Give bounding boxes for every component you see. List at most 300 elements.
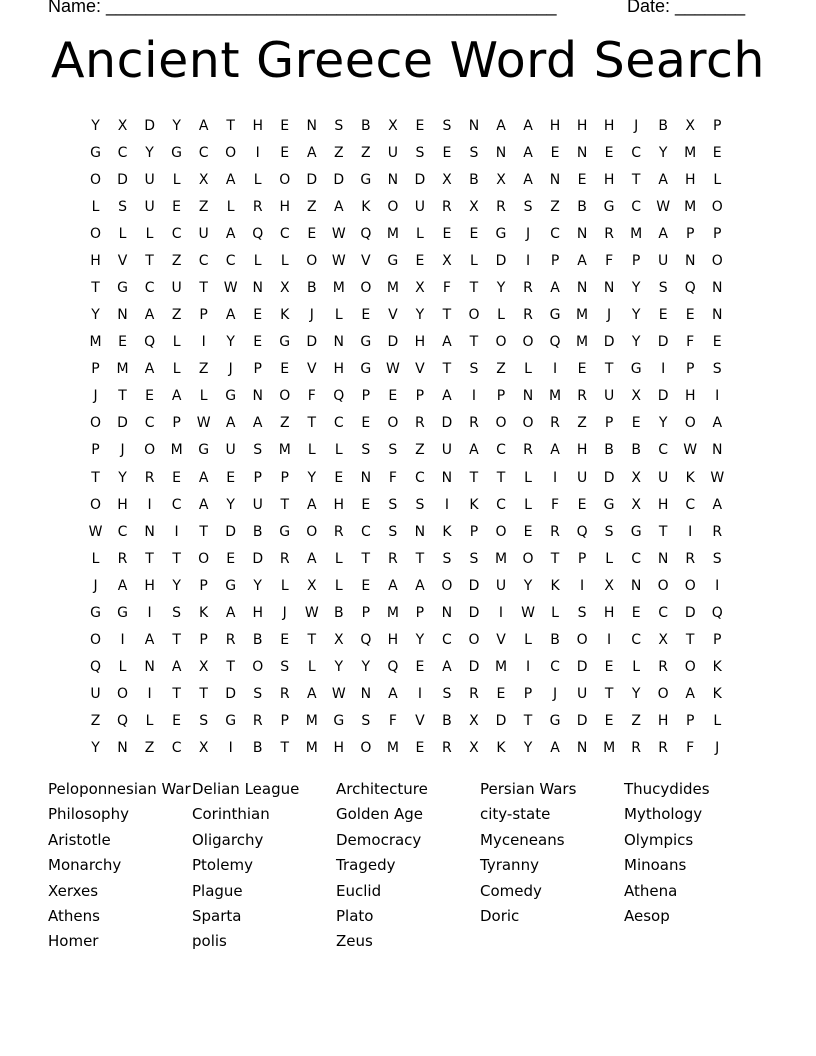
grid-letter: I — [552, 361, 558, 378]
grid-letter: E — [280, 144, 290, 161]
grid-letter: C — [631, 632, 642, 649]
grid-letter: Z — [415, 442, 425, 459]
grid-letter: K — [712, 686, 722, 703]
grid-letter: Q — [117, 713, 129, 730]
grid-letter: O — [279, 171, 291, 188]
word-list-item: Thucydides — [624, 780, 710, 798]
grid-letter: V — [117, 252, 128, 269]
grid-letter: G — [90, 604, 101, 621]
grid-letter: P — [172, 415, 181, 432]
word-list-item: Corinthian — [192, 805, 270, 824]
grid-letter: L — [334, 550, 343, 567]
grid-letter: B — [577, 198, 587, 215]
grid-letter: C — [198, 144, 209, 161]
grid-letter: P — [523, 686, 533, 703]
grid-letter: P — [91, 442, 100, 459]
grid-letter: Y — [172, 577, 181, 594]
grid-letter: R — [387, 550, 398, 567]
grid-letter: E — [280, 632, 290, 649]
grid-letter: D — [468, 577, 480, 594]
grid-letter: N — [252, 280, 263, 296]
word-list-item: Xerxes — [48, 881, 99, 900]
grid-letter: S — [361, 713, 371, 730]
word-list-item: Philosophy — [48, 805, 129, 824]
grid-letter: I — [228, 740, 233, 757]
grid-letter: X — [415, 280, 425, 296]
grid-letter: L — [226, 198, 235, 215]
grid-letter: O — [522, 415, 534, 432]
grid-letter: H — [252, 117, 263, 134]
grid-letter: O — [144, 442, 156, 459]
grid-letter: P — [550, 252, 560, 269]
grid-letter: R — [550, 523, 560, 540]
grid-letter: Z — [496, 361, 506, 378]
grid-letter: G — [279, 334, 291, 351]
grid-letter: D — [414, 171, 426, 188]
grid-letter: T — [469, 280, 479, 296]
grid-letter: G — [360, 334, 372, 351]
grid-letter: X — [198, 740, 209, 757]
word-list-item: Oligarchy — [192, 830, 264, 849]
grid-letter: E — [577, 171, 587, 188]
grid-letter: G — [603, 198, 615, 215]
letter-grid — [82, 112, 731, 762]
grid-letter: T — [550, 550, 560, 567]
grid-letter: E — [280, 361, 290, 378]
grid-letter: M — [386, 740, 399, 757]
grid-letter: E — [631, 604, 641, 621]
grid-letter: Z — [279, 415, 290, 432]
grid-letter: Z — [171, 252, 182, 269]
grid-letter: T — [604, 361, 614, 378]
grid-letter: L — [713, 713, 722, 730]
grid-letter: G — [360, 171, 372, 188]
grid-letter: R — [523, 442, 533, 459]
grid-letter: I — [498, 604, 504, 621]
grid-letter: N — [657, 550, 669, 567]
grid-letter: H — [657, 713, 669, 730]
grid-letter: B — [469, 171, 479, 188]
grid-letter: H — [333, 496, 345, 513]
grid-letter: I — [417, 686, 422, 703]
grid-letter: N — [441, 604, 453, 621]
grid-letter: A — [577, 252, 587, 269]
grid-letter: E — [307, 225, 317, 242]
grid-letter: E — [226, 550, 236, 567]
grid-letter: S — [118, 198, 127, 215]
grid-letter: L — [632, 659, 641, 676]
grid-letter: E — [631, 415, 641, 432]
grid-letter: W — [385, 361, 400, 378]
grid-letter: T — [91, 280, 100, 296]
grid-letter: A — [496, 117, 506, 134]
grid-letter: H — [576, 442, 588, 459]
grid-letter: R — [469, 415, 479, 432]
grid-letter: N — [252, 388, 263, 405]
grid-letter: H — [144, 577, 155, 594]
grid-letter: A — [442, 659, 452, 676]
grid-letter: O — [306, 523, 318, 540]
grid-letter: S — [280, 659, 290, 676]
grid-letter: X — [469, 740, 479, 757]
grid-letter: Z — [631, 713, 641, 730]
grid-letter: X — [306, 577, 317, 594]
grid-letter: X — [442, 252, 452, 269]
grid-letter: W — [710, 469, 725, 486]
grid-letter: E — [604, 713, 614, 730]
grid-letter: M — [170, 442, 183, 459]
grid-letter: U — [603, 388, 615, 405]
grid-letter: D — [225, 523, 237, 540]
grid-letter: E — [577, 361, 587, 378]
grid-letter: D — [603, 469, 615, 486]
grid-letter: A — [388, 577, 398, 594]
grid-letter: K — [199, 604, 209, 621]
grid-letter: U — [144, 171, 155, 188]
grid-letter: A — [306, 144, 317, 161]
grid-letter: K — [712, 659, 722, 676]
grid-letter: Y — [226, 334, 235, 351]
grid-letter: A — [144, 632, 155, 649]
grid-letter: S — [442, 117, 452, 134]
grid-letter: E — [577, 496, 587, 513]
grid-letter: B — [361, 117, 371, 134]
grid-letter: F — [686, 334, 695, 351]
grid-letter: A — [415, 577, 425, 594]
grid-letter: S — [712, 361, 722, 378]
grid-letter: A — [334, 198, 344, 215]
grid-letter: K — [280, 307, 290, 324]
grid-letter: M — [386, 225, 399, 242]
grid-letter: H — [414, 334, 426, 351]
grid-letter: C — [117, 144, 128, 161]
grid-letter: T — [226, 659, 235, 676]
grid-letter: U — [171, 280, 182, 296]
grid-letter: H — [117, 496, 128, 513]
grid-letter: M — [684, 144, 697, 161]
grid-letter: G — [198, 442, 210, 459]
grid-letter: Y — [361, 659, 371, 676]
grid-letter: M — [630, 225, 643, 242]
grid-letter: B — [631, 442, 641, 459]
grid-letter: L — [91, 198, 100, 215]
grid-letter: E — [172, 198, 182, 215]
grid-letter: H — [603, 117, 615, 134]
grid-letter: M — [576, 334, 589, 351]
grid-letter: G — [279, 523, 291, 540]
grid-letter: B — [658, 117, 668, 134]
grid-letter: H — [684, 388, 696, 405]
grid-letter: I — [120, 632, 125, 649]
grid-letter: L — [145, 713, 154, 730]
grid-letter: U — [576, 686, 588, 703]
grid-letter: O — [522, 550, 534, 567]
grid-letter: R — [333, 523, 344, 540]
grid-letter: N — [684, 252, 696, 269]
grid-letter: D — [117, 171, 128, 188]
grid-letter: O — [522, 334, 534, 351]
grid-letter: Y — [91, 117, 100, 134]
grid-letter: N — [576, 144, 588, 161]
grid-letter: C — [171, 496, 182, 513]
grid-letter: D — [576, 713, 588, 730]
grid-letter: N — [117, 740, 128, 757]
grid-letter: C — [279, 225, 290, 242]
grid-letter: U — [414, 198, 426, 215]
grid-letter: A — [225, 225, 236, 242]
grid-letter: P — [685, 361, 695, 378]
grid-letter: O — [495, 415, 507, 432]
grid-letter: X — [685, 117, 695, 134]
grid-letter: C — [631, 198, 642, 215]
grid-letter: L — [307, 659, 316, 676]
grid-letter: U — [387, 144, 398, 161]
grid-letter: I — [688, 523, 693, 540]
grid-letter: O — [198, 550, 210, 567]
grid-letter: I — [580, 577, 585, 594]
word-list-item: Aesop — [624, 906, 670, 925]
grid-letter: C — [171, 740, 182, 757]
word-list-item: Peloponnesian War — [48, 780, 191, 798]
grid-letter: H — [576, 117, 588, 134]
grid-letter: T — [172, 550, 181, 567]
grid-letter: O — [306, 252, 318, 269]
grid-letter: T — [280, 740, 290, 757]
grid-letter: U — [658, 252, 669, 269]
grid-letter: N — [549, 171, 561, 188]
grid-letter: L — [280, 577, 289, 594]
grid-letter: L — [713, 171, 722, 188]
grid-letter: Y — [631, 334, 641, 351]
grid-letter: O — [387, 415, 399, 432]
grid-letter: Z — [550, 198, 560, 215]
grid-letter: G — [225, 713, 237, 730]
grid-letter: A — [198, 469, 209, 486]
grid-letter: M — [549, 388, 562, 405]
grid-letter: L — [524, 496, 532, 513]
word-list-item: Olympics — [624, 830, 694, 849]
grid-letter: O — [711, 252, 723, 269]
grid-letter: W — [223, 280, 238, 296]
grid-letter: S — [199, 713, 209, 730]
grid-letter: Y — [523, 740, 533, 757]
grid-letter: R — [685, 550, 696, 567]
grid-letter: I — [525, 659, 531, 676]
grid-letter: B — [306, 280, 317, 296]
grid-letter: V — [415, 713, 425, 730]
grid-letter: Y — [631, 686, 641, 703]
grid-letter: S — [658, 280, 668, 296]
grid-letter: R — [577, 388, 587, 405]
grid-letter: A — [712, 496, 723, 513]
grid-letter: T — [469, 469, 479, 486]
grid-letter: C — [658, 604, 669, 621]
grid-letter: R — [117, 550, 128, 567]
word-list-item: Delian League — [192, 780, 300, 798]
grid-letter: L — [172, 334, 181, 351]
grid-letter: O — [90, 171, 102, 188]
grid-letter: B — [442, 713, 452, 730]
grid-letter: A — [550, 740, 560, 757]
grid-letter: K — [550, 577, 560, 594]
grid-letter: L — [307, 442, 316, 459]
grid-letter: H — [549, 117, 561, 134]
grid-letter: N — [711, 307, 723, 324]
grid-letter: A — [198, 496, 209, 513]
grid-letter: O — [468, 307, 480, 324]
grid-letter: H — [603, 171, 615, 188]
grid-letter: B — [333, 604, 344, 621]
grid-letter: O — [495, 523, 507, 540]
grid-letter: T — [685, 632, 695, 649]
grid-letter: J — [715, 740, 720, 757]
grid-letter: M — [603, 740, 616, 757]
grid-letter: G — [549, 307, 561, 324]
grid-letter: A — [225, 171, 236, 188]
grid-letter: Q — [333, 388, 345, 405]
grid-letter: Y — [631, 307, 641, 324]
grid-letter: L — [253, 171, 262, 188]
word-list-item: Sparta — [192, 906, 242, 925]
grid-letter: U — [225, 442, 236, 459]
grid-letter: A — [523, 117, 533, 134]
grid-letter: A — [171, 659, 182, 676]
grid-letter: I — [444, 496, 449, 513]
grid-letter: E — [118, 334, 127, 351]
grid-letter: K — [496, 740, 506, 757]
grid-letter: M — [576, 307, 589, 324]
grid-letter: S — [415, 144, 425, 161]
grid-letter: F — [307, 388, 316, 405]
grid-letter: L — [605, 550, 614, 567]
grid-letter: N — [576, 740, 588, 757]
grid-letter: P — [713, 225, 722, 242]
grid-letter: V — [388, 307, 398, 324]
grid-letter: G — [225, 388, 237, 405]
grid-letter: P — [415, 604, 425, 621]
grid-letter: E — [253, 307, 263, 324]
grid-letter: S — [469, 361, 479, 378]
grid-letter: R — [442, 740, 452, 757]
grid-letter: W — [656, 198, 671, 215]
grid-letter: C — [550, 225, 560, 242]
grid-letter: E — [280, 117, 290, 134]
grid-letter: Y — [415, 307, 425, 324]
grid-letter: I — [201, 334, 206, 351]
grid-letter: R — [225, 632, 236, 649]
grid-letter: P — [253, 361, 262, 378]
grid-letter: A — [550, 442, 560, 459]
grid-letter: N — [468, 117, 480, 134]
grid-letter: G — [360, 361, 372, 378]
grid-letter: E — [469, 225, 479, 242]
grid-letter: D — [306, 334, 318, 351]
grid-letter: N — [441, 469, 453, 486]
grid-letter: X — [604, 577, 614, 594]
grid-letter: M — [305, 740, 318, 757]
grid-letter: T — [631, 171, 641, 188]
grid-letter: D — [468, 604, 480, 621]
grid-letter: N — [576, 280, 588, 296]
grid-letter: M — [89, 334, 102, 351]
grid-letter: I — [715, 388, 720, 405]
grid-letter: L — [334, 577, 343, 594]
grid-letter: B — [252, 632, 263, 649]
grid-letter: T — [226, 117, 235, 134]
grid-letter: V — [415, 361, 425, 378]
grid-letter: D — [252, 550, 264, 567]
word-list-item: Athena — [624, 881, 678, 900]
grid-letter: R — [631, 740, 641, 757]
grid-letter: P — [361, 604, 371, 621]
grid-letter: O — [441, 577, 453, 594]
grid-letter: Y — [631, 280, 641, 296]
grid-letter: I — [715, 577, 720, 594]
grid-letter: R — [252, 713, 263, 730]
grid-letter: A — [523, 144, 533, 161]
grid-letter: P — [199, 307, 208, 324]
grid-letter: T — [523, 713, 533, 730]
grid-letter: T — [496, 469, 506, 486]
grid-letter: N — [603, 280, 615, 296]
grid-letter: M — [386, 604, 399, 621]
grid-letter: L — [334, 442, 343, 459]
grid-letter: Q — [711, 604, 723, 621]
grid-letter: O — [225, 144, 237, 161]
grid-letter: E — [334, 469, 344, 486]
grid-letter: P — [361, 388, 371, 405]
grid-letter: T — [604, 686, 614, 703]
grid-letter: P — [199, 632, 208, 649]
grid-letter: E — [658, 307, 668, 324]
grid-letter: W — [88, 523, 103, 540]
grid-letter: C — [496, 496, 506, 513]
grid-letter: O — [90, 415, 102, 432]
grid-letter: D — [684, 604, 696, 621]
grid-letter: D — [657, 334, 669, 351]
word-list-item — [624, 930, 768, 955]
grid-letter: J — [525, 225, 531, 242]
grid-letter: Y — [658, 415, 668, 432]
grid-letter: F — [686, 740, 695, 757]
grid-letter: L — [172, 361, 181, 378]
grid-letter: H — [333, 361, 345, 378]
grid-letter: S — [712, 550, 722, 567]
grid-letter: O — [252, 659, 264, 676]
grid-letter: T — [307, 632, 317, 649]
grid-letter: O — [468, 632, 480, 649]
grid-letter: S — [442, 550, 452, 567]
grid-letter: A — [306, 550, 317, 567]
grid-letter: O — [711, 198, 723, 215]
grid-letter: E — [712, 144, 722, 161]
grid-letter: A — [306, 686, 317, 703]
grid-letter: S — [523, 198, 533, 215]
grid-letter: G — [171, 144, 183, 161]
word-list-item: Democracy — [336, 830, 422, 849]
grid-letter: N — [387, 171, 399, 188]
grid-letter: L — [253, 252, 262, 269]
grid-letter: I — [174, 523, 179, 540]
grid-letter: L — [91, 550, 100, 567]
grid-letter: Y — [523, 577, 533, 594]
grid-letter: U — [252, 496, 263, 513]
grid-letter: X — [279, 280, 290, 296]
grid-letter: O — [90, 632, 102, 649]
word-list-item: Minoans — [624, 856, 687, 875]
date-field-label: Date: _______ — [627, 0, 746, 16]
grid-letter: D — [495, 252, 507, 269]
